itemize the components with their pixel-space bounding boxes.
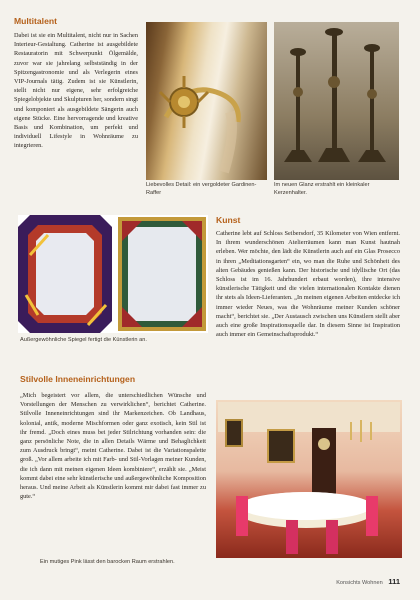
spiegel-photo — [18, 215, 208, 333]
kerzenhalter-photo — [274, 22, 399, 180]
gardinen-caption: Liebevolles Detail: ein vergoldeter Gardinen-Raffer — [146, 182, 257, 196]
raum-photo — [216, 400, 402, 558]
spiegel-illustration — [18, 215, 208, 333]
footer-section: Konsichts Wohnen — [336, 580, 383, 586]
stil-text: „Mich begeistert vor allem, die unterschiedlichen Wünsche und Vorstellungen der Menschen zu verwirklichen“, berichtet Catherine. Stilvolle Inneneinrichtungen sind ihr Markenzeichen. Ob Landhaus, kolonial, antik, moderne Mischformen oder ganz exotisch, kein Stil ist ihr fremd. „Doch eines muss bei jeder Stilrichtung vorhanden sein: die ganz persönliche Note, die in allen Details Wärme und Behaglichkeit zum Ausdruck bringt“, meint Catherine. Dabei ist die Variationspalette groß. „Vor allem arbeite ich mit Farb- und Stil-Vorlagen meiner Kunden, die ich dann mit meinen eigenen Ideen kombiniere“, erzählt sie. „Meist kommt dabei eine sehr künstlerische und außergewöhnliche Komposition heraus. Und meine Arbeit als Künstlerin kommt mir dabei fast immer zu gute.“ — [20, 392, 206, 501]
kunst-heading: Kunst — [216, 215, 241, 225]
kunst-text: Catherine lebt auf Schloss Seibersdorf, 35 Kilometer von Wien entfernt. In ihrem wunderschönen Atelierräumen kann man Kunst hautnah erleben. Wer möchte, den lädt die Künstlerin auch auf ein Glas Prosecco in ihren „Meditationsgarten“ ein, wo man die Ruhe und Schönheit des alten Gebäudes genießen kann. Der historische und idyllische Ort (das Schloss ist im 16. Jahrhundert erbaut worden), ihre intensive künstlerische Tätigkeit und die vielen internationalen Kontakte dienen ihr stets als Ideen-Lieferanten. „In meinen eigenen Arbeiten entdecke ich immer wieder Neues, was die Wohnräume meiner Kunden schöner macht“, berichtet sie. „Der Austausch zwischen uns Künstlern stellt aber auch eine große Inspirationsquelle dar. In diesem Sinne ist Inspiration auch immer ein Gemeinschaftsprodukt.“ — [216, 230, 400, 339]
multitalent-heading: Multitalent — [14, 16, 57, 26]
kerzen-caption: Im neuen Glanz erstrahlt ein kleinkaler Kerzenhalter. — [274, 182, 370, 196]
multitalent-text: Dabei ist sie ein Multitalent, nicht nur in Sachen Interieur-Gestaltung. Catherine ist ausgebildete Restauratorin mit Schwerpunkt Ölgemälde, zuvor war sie jahrelang selbstständig in der Spitzengastronomie und als Verlegerin eines VIP-Journals tätig. Zudem ist sie Künstlerin, stellt nicht nur eigene, sehr erfolgreiche Spiegelobjekte und Skulpturen her, sondern singt und komponiert als ausgebildete Sängerin auch eigene Stücke. Eine hervorragende und kreative Basis und Kombination, um perfekt und individuell Lifestyle in Wohnräume zu integrieren. — [14, 32, 138, 150]
stil-heading: Stilvolle Inneneinrichtungen — [20, 374, 136, 384]
raum-caption: Ein mutiges Pink lässt den barocken Raum erstrahlen. — [40, 559, 175, 565]
gardinen-raffer-illustration — [146, 22, 267, 180]
page-footer — [336, 577, 400, 586]
spiegel-caption: Außergewöhnliche Spiegel fertigt die Künstlerin an. — [20, 337, 147, 343]
raum-illustration — [216, 400, 402, 558]
page-number: 111 — [388, 577, 400, 586]
gardinen-raffer-photo — [146, 22, 267, 180]
kerzenhalter-illustration — [274, 22, 399, 180]
